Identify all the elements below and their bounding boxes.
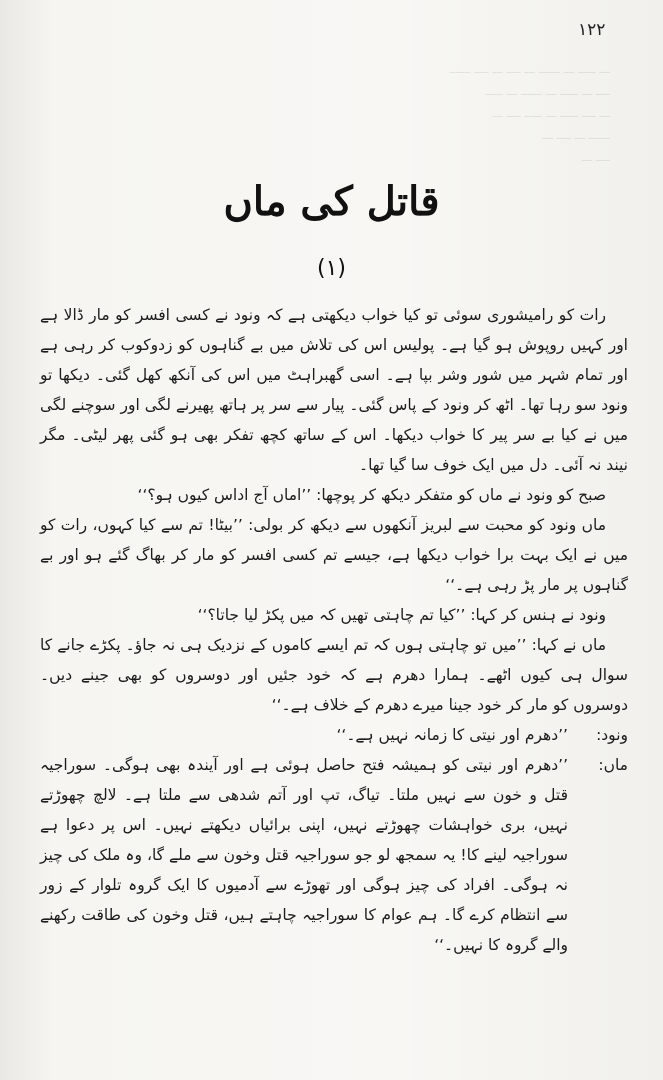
dialogue-line: [40, 750, 628, 960]
paragraph: ونود نے ہنس کر کہا: ’’کیا تم چاہتی تھیں کہ میں پکڑ لیا جاتا؟‘‘: [197, 606, 606, 624]
speaker-label: ونود:: [596, 726, 628, 744]
paragraph: صبح کو ونود نے ماں کو متفکر دیکھ کر پوچھا: ’’اماں آج اداس کیوں ہو؟‘‘: [137, 486, 606, 504]
dialogue-line: [40, 720, 628, 750]
bleed-through-text: ‏ـــ ـــــ ـــ ــــــ ـــ ــــ ـــ ــــ ــــــ ‏ــــ ـــ ـــــ ـــ ــــــ ـــ ـــــ ‏ـــ ــــ ـــــ ـــ ـــــ ــــ ـــ ‏ــــــ ـــ ــــ ـــ ‏ــــ ـــ: [449, 62, 610, 164]
story-body: [40, 300, 628, 960]
paragraph: ماں نے کہا: ’’میں تو چاہتی ہوں کہ تم ایسے کاموں کے نزدیک ہی نہ جاؤ۔ پکڑے جانے کا سوال ہی کیوں اٹھے۔ ہمارا دھرم ہے کہ خود جئیں اور دوسروں کو بھی جینے دیں۔ دوسروں کو مار کر خود جینا میرے دھرم کے خلاف ہے۔‘‘: [40, 636, 628, 714]
speech-text: ’’دھرم اور نیتی کا زمانہ نہیں ہے۔‘‘: [336, 726, 568, 744]
paragraph: ماں ونود کو محبت سے لبریز آنکھوں سے دیکھ کر بولی: ’’بیٹا! تم سے کیا کہوں، رات کو میں نے ایک بہت برا خواب دیکھا ہے، جیسے تم کسی افسر کو مار کر بھاگ گئے ہو اور بے گناہوں پر مار پڑ رہی ہے۔‘‘: [40, 516, 628, 594]
chapter-number: (۱): [317, 256, 346, 281]
paragraph: رات کو رامیشوری سوئی تو کیا خواب دیکھتی ہے کہ ونود نے کسی افسر کو مار ڈالا ہے اور کہیں روپوش ہو گیا ہے۔ پولیس اس کی تلاش میں بے گناہوں کو زدوکوب کر رہی ہے اور تمام شہر میں شور وشر بپا ہے۔ اسی گھبراہٹ میں اس کی آنکھ کھل گئی۔ دیکھا تو ونود سو رہا تھا۔ اٹھ کر ونود کے پاس گئی۔ پیار سے سر پر ہاتھ پھیرنے لگی اور سوچنے لگی میں نے کیا بے سر پیر کا خواب دیکھا۔ اس کے ساتھ کچھ تفکر بھی ہو گئی پھر لیٹی۔ مگر نیند نہ آئی۔ دل میں ایک خوف سا گیا تھا۔: [40, 306, 628, 474]
page-number: ۱۲۲: [578, 20, 606, 40]
story-title: قاتل کی ماں: [223, 178, 440, 225]
speaker-label: ماں:: [598, 756, 628, 774]
speech-text: ’’دھرم اور نیتی کو ہمیشہ فتح حاصل ہوئی ہے اور آیندہ بھی ہوگی۔ سوراجیہ قتل و خون سے نہیں ملتا۔ تیاگ، تپ اور آتم شدھی سے ملتا ہے۔ لالچ چھوڑتے نہیں، بری خواہشات چھوڑتے نہیں، اپنی برائیاں دیکھتے نہیں۔ اس پر دعوا ہے سوراجیہ لینے کا! یہ سمجھ لو جو سوراجیہ قتل وخون سے ملے گا، وہ ملک کی چیز نہ ہوگی۔ افراد کی چیز ہوگی اور تھوڑے سے آدمیوں کا ایک گروہ تلوار کے زور سے انتظام کرے گا۔ ہم عوام کا سوراجیہ چاہتے ہیں، قتل وخون کی طاقت رکھنے والے گروہ کا نہیں۔‘‘: [40, 756, 568, 954]
